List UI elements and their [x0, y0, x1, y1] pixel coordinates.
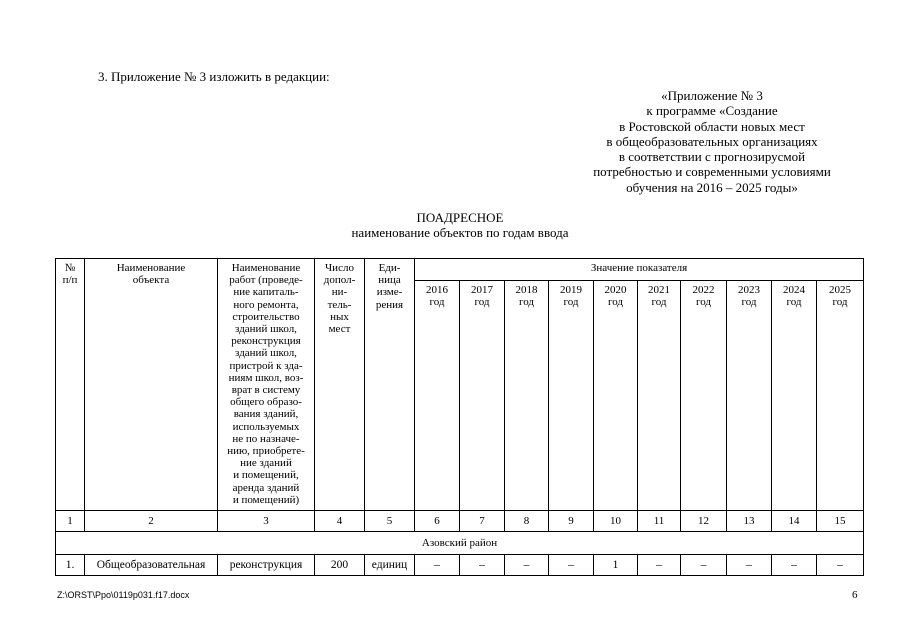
text-line: мест	[328, 323, 351, 336]
row-year-value: –	[415, 555, 460, 576]
column-number: 15	[817, 511, 864, 532]
row-year-value: –	[638, 555, 681, 576]
text-line: год	[607, 296, 624, 309]
text-line: рения	[375, 298, 404, 311]
text-line: 2021	[648, 284, 670, 296]
column-number: 1	[56, 511, 85, 532]
text-line: нию, приобрете-	[227, 445, 305, 458]
text-line: реконструкция	[231, 335, 301, 348]
page-number: 6	[852, 589, 858, 601]
header-work	[218, 259, 315, 511]
text-line: и помещений,	[233, 469, 299, 482]
column-number: 12	[681, 511, 727, 532]
text-line: ного ремонта,	[233, 298, 299, 311]
text-line: зданий школ,	[235, 347, 297, 360]
header-year-2023	[727, 281, 772, 511]
intro-text: 3. Приложение № 3 изложить в редакции:	[98, 69, 330, 84]
text-line: ние капиталь-	[233, 286, 299, 299]
appendix-caption	[560, 88, 864, 195]
text-line: год	[563, 296, 579, 309]
text-line: ние зданий	[240, 457, 292, 470]
text-line: ниям школ, воз-	[228, 371, 304, 384]
column-number: 6	[415, 511, 460, 532]
row-object: Общеобразовательная	[85, 555, 218, 576]
text-line: ница	[378, 274, 401, 287]
text-line: используемых	[232, 420, 300, 433]
text-line: изме-	[376, 286, 403, 299]
header-num	[56, 259, 85, 511]
text-line: 2020	[604, 284, 627, 296]
header-year-2025	[817, 281, 864, 511]
column-number: 4	[315, 511, 365, 532]
header-year-2021	[638, 281, 681, 511]
column-number: 5	[365, 511, 415, 532]
row-year-value: –	[549, 555, 594, 576]
text-line: потребностью и современными условиями	[593, 164, 831, 180]
text-line: допол-	[323, 274, 356, 287]
column-number: 3	[218, 511, 315, 532]
column-number: 14	[772, 511, 817, 532]
row-places: 200	[315, 555, 365, 576]
text-line: 2019	[560, 284, 582, 296]
text-line: общего образо-	[230, 396, 302, 409]
text-line: 2025	[829, 284, 852, 296]
text-line: 2018	[515, 284, 538, 296]
table-subtitle: наименование объектов по годам ввода	[351, 225, 569, 240]
text-line: вания зданий,	[233, 408, 299, 421]
text-line: №	[64, 262, 76, 274]
row-unit: единиц	[365, 555, 415, 576]
text-line: аренда зданий	[232, 481, 300, 494]
text-line: 2024	[783, 284, 805, 296]
row-year-value: –	[727, 555, 772, 576]
header-year-2024	[772, 281, 817, 511]
text-line: 2022	[692, 284, 715, 296]
text-line: год	[518, 296, 535, 309]
text-line: год	[741, 296, 757, 309]
column-number: 8	[505, 511, 549, 532]
row-num: 1.	[56, 555, 85, 576]
column-number: 10	[594, 511, 638, 532]
text-line: пристрой к зда-	[229, 359, 303, 372]
text-line: год	[474, 296, 490, 309]
text-line: в общеобразовательных организациях	[606, 133, 818, 149]
text-line: год	[429, 296, 445, 309]
text-line: Наименование	[231, 262, 301, 274]
row-year-value: –	[460, 555, 505, 576]
text-line: Еди-	[378, 262, 401, 274]
row-year-value: –	[817, 555, 864, 576]
text-line: год	[651, 296, 667, 309]
row-year-value: –	[681, 555, 727, 576]
footer-file-path: Z:\ORST\Ppo\0119p031.f17.docx	[57, 590, 190, 600]
column-number: 7	[460, 511, 505, 532]
column-number: 2	[85, 511, 218, 532]
text-line: строительство	[232, 310, 300, 323]
row-year-value: 1	[594, 555, 638, 576]
text-line: врат в систему	[231, 384, 301, 397]
header-indicator: Значение показателя	[415, 259, 864, 281]
text-line: зданий школ,	[235, 323, 297, 336]
text-line: тель-	[327, 298, 352, 311]
text-line: ни-	[331, 286, 348, 299]
text-line: к программе «Создание	[646, 103, 778, 119]
objects-table	[55, 258, 864, 576]
text-line: п/п	[62, 274, 78, 287]
text-line: не по назначе-	[232, 432, 300, 445]
header-year-2018	[505, 281, 549, 511]
text-line: ных	[330, 310, 349, 323]
header-object	[85, 259, 218, 511]
row-year-value: –	[505, 555, 549, 576]
header-year-2017	[460, 281, 505, 511]
text-line: год	[832, 296, 848, 309]
header-unit	[365, 259, 415, 511]
row-year-value: –	[772, 555, 817, 576]
text-line: 2016	[426, 284, 448, 296]
header-year-2020	[594, 281, 638, 511]
text-line: 2017	[471, 284, 493, 296]
text-line: работ (проведе-	[229, 274, 303, 287]
header-places	[315, 259, 365, 511]
district-row: Азовский район	[56, 532, 864, 555]
text-line: Наименование	[116, 262, 186, 274]
header-year-2022	[681, 281, 727, 511]
text-line: «Приложение № 3	[661, 88, 763, 103]
text-line: объекта	[132, 274, 170, 287]
text-line: год	[695, 296, 712, 309]
text-line: год	[786, 296, 802, 309]
text-line: в соответствии с прогнозирусмой	[618, 149, 806, 165]
table-title: ПОАДРЕСНОЕ	[416, 210, 504, 225]
text-line: Число	[325, 262, 354, 274]
row-work: реконструкция	[218, 555, 315, 576]
header-year-2019	[549, 281, 594, 511]
text-line: в Ростовской области новых мест	[619, 118, 805, 134]
column-number: 13	[727, 511, 772, 532]
text-line: 2023	[738, 284, 760, 296]
text-line: обучения на 2016 – 2025 годы»	[626, 179, 798, 195]
column-number: 11	[638, 511, 681, 532]
header-year-2016	[415, 281, 460, 511]
column-number: 9	[549, 511, 594, 532]
text-line: и помещений)	[232, 493, 300, 506]
